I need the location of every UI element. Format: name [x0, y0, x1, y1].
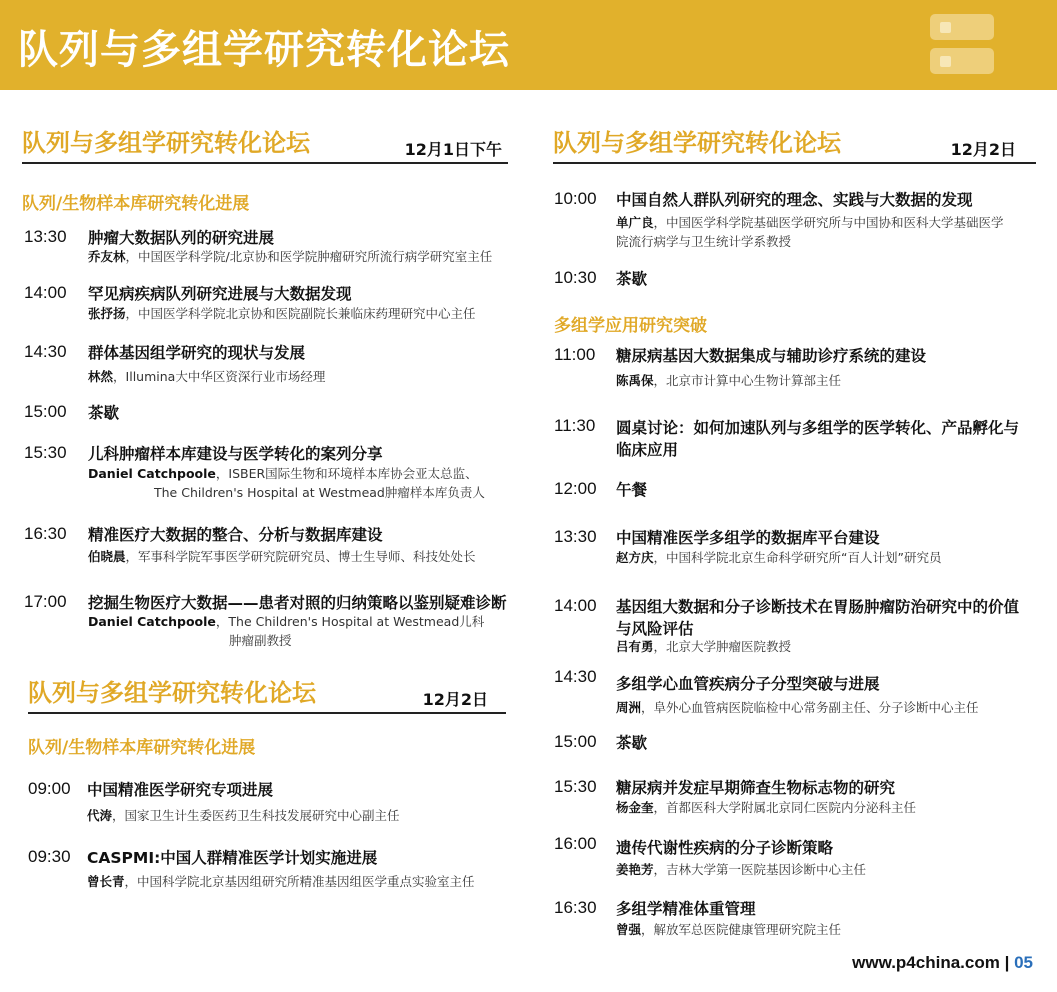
- item-title: 精准医疗大数据的整合、分析与数据库建设: [88, 526, 383, 544]
- item-time: 11:30: [554, 416, 596, 435]
- item-title: 圆桌讨论：如何加速队列与多组学的医学转化、产品孵化与临床应用: [616, 419, 1020, 459]
- item-speaker: 代涛，国家卫生计生委医药卫生科技发展研究中心副主任: [87, 808, 400, 823]
- item-time: 13:30: [554, 527, 597, 546]
- item-speaker: 杨金奎，首都医科大学附属北京同仁医院内分泌科主任: [616, 800, 917, 815]
- item-title: 群体基因组学研究的现状与发展: [88, 344, 306, 362]
- item-title: 糖尿病基因大数据集成与辅助诊疗系统的建设: [616, 347, 927, 365]
- item-time: 15:30: [24, 443, 67, 462]
- footer-separator: |: [1004, 953, 1010, 972]
- section-date: 12月1日下午: [404, 140, 502, 159]
- footer-url[interactable]: www.p4china.com: [852, 953, 1000, 972]
- item-speaker: 林然，Illumina大中华区资深行业市场经理: [88, 369, 326, 384]
- item-time: 13:30: [24, 227, 67, 246]
- header-bar: [0, 0, 1057, 90]
- item-time: 15:00: [24, 402, 67, 421]
- subhead: 队列/生物样本库研究转化进展: [22, 194, 250, 214]
- item-title: CASPMI:中国人群精准医学计划实施进展: [87, 849, 378, 867]
- item-title: 挖掘生物医疗大数据——患者对照的归纳策略以鉴别疑难诊断: [88, 594, 507, 612]
- item-time: 14:00: [554, 596, 597, 615]
- item-title: 午餐: [616, 481, 648, 499]
- item-speaker: 乔友林，中国医学科学院/北京协和医学院肿瘤研究所流行病学研究室主任: [88, 249, 493, 264]
- item-title: 罕见病疾病队列研究进展与大数据发现: [88, 285, 352, 303]
- item-speaker: 张抒扬，中国医学科学院北京协和医院副院长兼临床药理研究中心主任: [88, 306, 476, 321]
- item-speaker: 陈禹保，北京市计算中心生物计算部主任: [616, 373, 842, 388]
- section-header-dec1: [22, 124, 508, 164]
- item-speaker: 曾长青，中国科学院北京基因组研究所精准基因组医学重点实验室主任: [87, 874, 475, 889]
- section-header-dec2: [28, 674, 506, 714]
- item-time: 11:00: [554, 345, 596, 364]
- item-time: 15:00: [554, 732, 597, 751]
- section-date: 12月2日: [422, 690, 488, 709]
- section-title: 队列与多组学研究转化论坛: [22, 129, 310, 157]
- item-speaker: Daniel Catchpoole，The Children's Hospital at Westmead儿科 肿瘤副教授: [88, 614, 485, 648]
- item-time: 17:00: [24, 592, 67, 611]
- item-time: 12:00: [554, 479, 597, 498]
- item-title: 多组学精准体重管理: [616, 900, 756, 918]
- item-speaker: 单广良，中国医学科学院基础医学研究所与中国协和医科大学基础医学院流行病学与卫生统计学系教授: [616, 215, 1004, 249]
- item-time: 14:30: [554, 667, 597, 686]
- item-speaker: Daniel Catchpoole，ISBER国际生物和环境样本库协会亚太总监、 The Children's Hospital at Westmead肿瘤样本库负责人: [88, 466, 485, 500]
- item-time: 10:30: [554, 268, 597, 287]
- item-title: 基因组大数据和分子诊断技术在胃肠肿瘤防治研究中的价值与风险评估: [616, 598, 1020, 638]
- item-time: 09:30: [28, 847, 71, 866]
- server-icon: [930, 14, 994, 76]
- item-time: 16:00: [554, 834, 597, 853]
- item-title: 中国精准医学多组学的数据库平台建设: [616, 529, 880, 547]
- header-title: 队列与多组学研究转化论坛: [18, 27, 510, 73]
- section-header-dec2-right: [553, 124, 1036, 164]
- item-time: 10:00: [554, 189, 597, 208]
- section-date: 12月2日: [950, 140, 1016, 159]
- item-speaker: 赵方庆，中国科学院北京生命科学研究所“百人计划”研究员: [616, 550, 942, 565]
- item-time: 16:30: [24, 524, 67, 543]
- item-speaker: 曾强，解放军总医院健康管理研究院主任: [616, 922, 842, 937]
- section-title: 队列与多组学研究转化论坛: [553, 129, 841, 157]
- item-speaker: 吕有勇，北京大学肿瘤医院教授: [616, 639, 792, 654]
- item-title: 茶歇: [88, 404, 120, 422]
- item-title: 中国精准医学研究专项进展: [87, 781, 274, 799]
- item-speaker: 周洲，阜外心血管病医院临检中心常务副主任、分子诊断中心主任: [616, 700, 979, 715]
- item-title: 茶歇: [616, 734, 648, 752]
- item-title: 多组学心血管疾病分子分型突破与进展: [616, 675, 880, 693]
- item-time: 16:30: [554, 898, 597, 917]
- item-speaker: 伯晓晨，军事科学院军事医学研究院研究员、博士生导师、科技处处长: [88, 549, 476, 564]
- item-title: 儿科肿瘤样本库建设与医学转化的案列分享: [88, 445, 383, 463]
- page-footer: [852, 953, 1033, 973]
- item-title: 肿瘤大数据队列的研究进展: [88, 229, 275, 247]
- item-title: 中国自然人群队列研究的理念、实践与大数据的发现: [616, 191, 973, 209]
- section-title: 队列与多组学研究转化论坛: [28, 679, 316, 707]
- subhead: 多组学应用研究突破: [554, 316, 707, 336]
- item-title: 糖尿病并发症早期筛查生物标志物的研究: [616, 779, 896, 797]
- item-time: 15:30: [554, 777, 597, 796]
- item-title: 遗传代谢性疾病的分子诊断策略: [616, 839, 834, 857]
- item-time: 14:30: [24, 342, 67, 361]
- item-time: 09:00: [28, 779, 71, 798]
- subhead: 队列/生物样本库研究转化进展: [28, 738, 256, 758]
- item-time: 14:00: [24, 283, 67, 302]
- page-number: 05: [1014, 953, 1033, 972]
- item-title: 茶歇: [616, 270, 648, 288]
- item-speaker: 姜艳芳，吉林大学第一医院基因诊断中心主任: [616, 862, 867, 877]
